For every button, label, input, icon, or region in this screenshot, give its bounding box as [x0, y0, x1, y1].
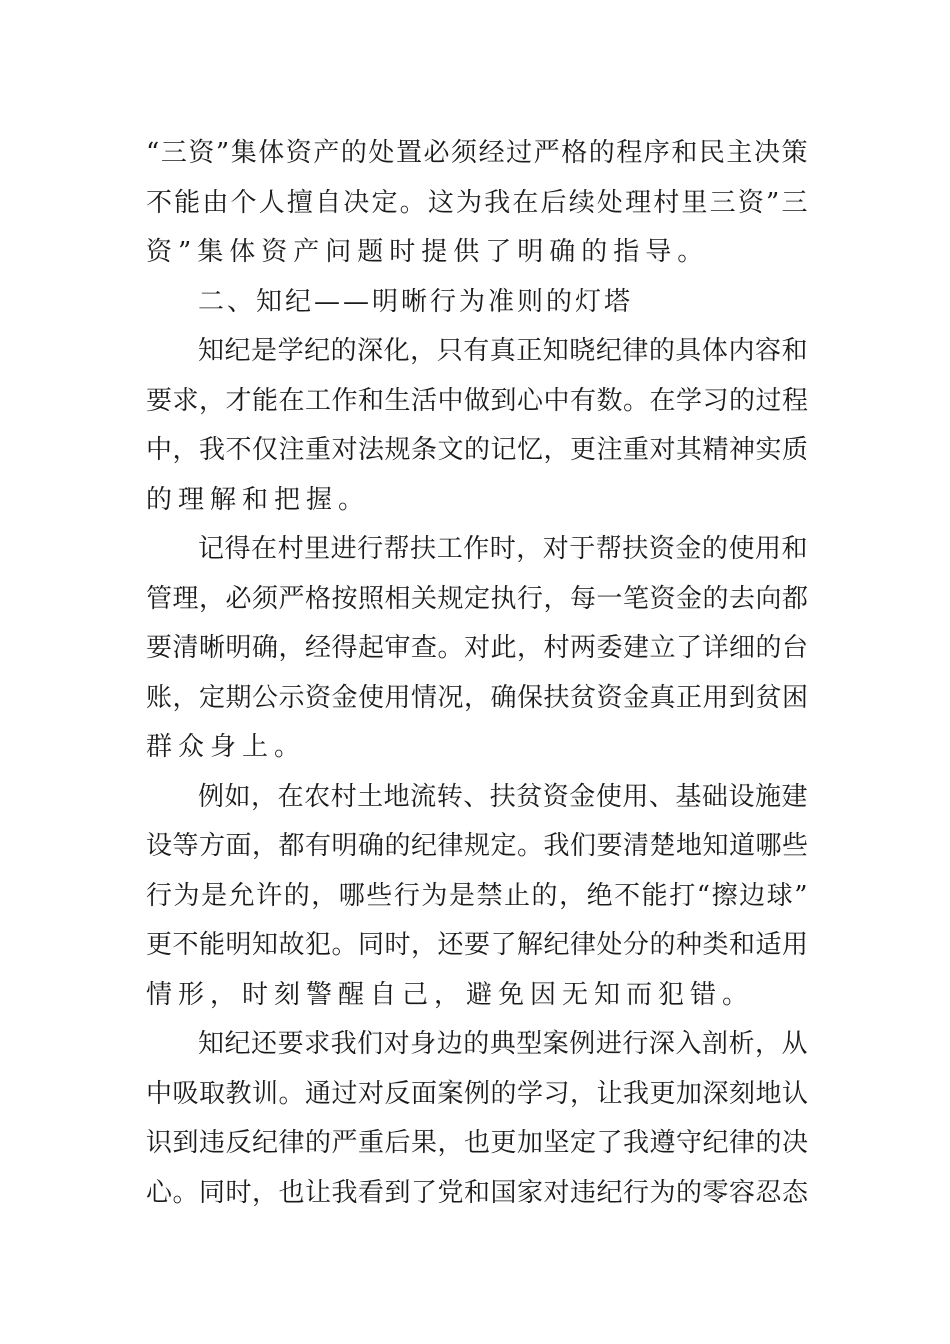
text-line: “三资”集体资产的处置必须经过严格的程序和民主决策: [146, 138, 808, 168]
text-line: 识到违反纪律的严重后果，也更加坚定了我遵守纪律的决: [146, 1128, 809, 1158]
text-line: 心。同时，也让我看到了党和国家对违纪行为的零容忍态: [146, 1178, 809, 1208]
section-heading: 二、知纪——明晰行为准则的灯塔: [198, 287, 634, 317]
text-line: 记得在村里进行帮扶工作时，对于帮扶资金的使用和: [198, 534, 808, 564]
text-line: 例如，在农村土地流转、扶贫资金使用、基础设施建: [198, 782, 808, 812]
text-line: 群众身上。: [146, 732, 307, 762]
text-line: 要清晰明确，经得起审查。对此，村两委建立了详细的台: [146, 633, 809, 663]
text-line: 知纪是学纪的深化，只有真正知晓纪律的具体内容和: [198, 336, 808, 366]
text-line: 知纪还要求我们对身边的典型案例进行深入剖析，从: [198, 1029, 808, 1059]
text-line: 不能由个人擅自决定。这为我在后续处理村里三资”三: [146, 188, 808, 218]
text-line: 中，我不仅注重对法规条文的记忆，更注重对其精神实质: [146, 435, 809, 465]
text-line: 管理，必须严格按照相关规定执行，每一笔资金的去向都: [146, 584, 809, 614]
text-line: 行为是允许的，哪些行为是禁止的，绝不能打“擦边球”: [146, 881, 808, 911]
text-line: 设等方面，都有明确的纪律规定。我们要清楚地知道哪些: [146, 831, 809, 861]
text-line: 的理解和把握。: [146, 485, 371, 515]
text-line: 更不能明知故犯。同时，还要了解纪律处分的种类和适用: [146, 930, 809, 960]
text-line: 情形，时刻警醒自己，避免因无知而犯错。: [146, 980, 755, 1010]
text-line: 要求，才能在工作和生活中做到心中有数。在学习的过程: [146, 386, 809, 416]
text-line: 资”集体资产问题时提供了明确的指导。: [146, 237, 710, 267]
text-line: 中吸取教训。通过对反面案例的学习，让我更加深刻地认: [146, 1079, 809, 1109]
text-line: 账，定期公示资金使用情况，确保扶贫资金真正用到贫困: [146, 683, 809, 713]
